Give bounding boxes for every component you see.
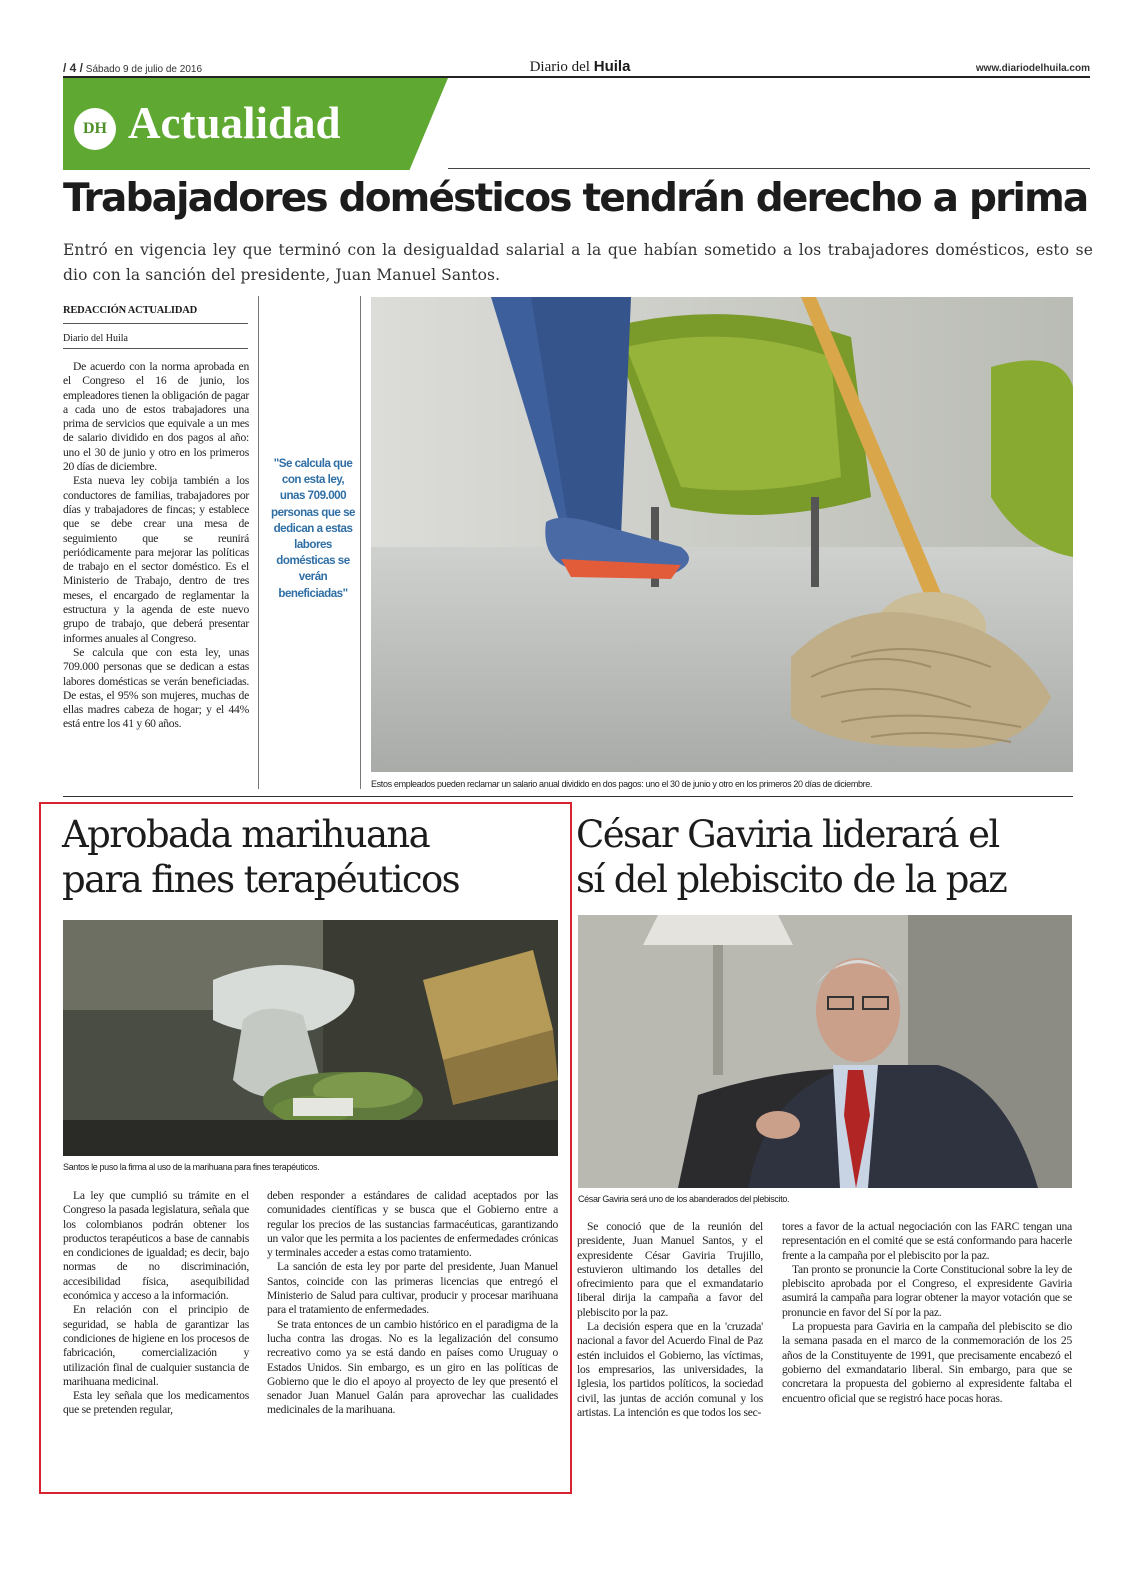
gaviria-headline-line1: César Gaviria liderará el bbox=[576, 813, 999, 856]
byline: REDACCIÓN ACTUALIDAD bbox=[63, 305, 197, 316]
main-paragraph: Se calcula que con esta ley, unas 709.000 personas que se dedican a estas labores domésticas se verán beneficiadas. De estas, el 95% son mujeres, muchas de ellas madres cabeza de hogar; y el 44% está entre los 41 y 60 años. bbox=[63, 645, 249, 731]
gaviria-photo bbox=[578, 915, 1072, 1188]
marihuana-paragraph: deben responder a estándares de calidad aceptados por las comunidades científicas y se busca que el Gobierno entre a regular los precios de las sustancias farmacéuticas, garantizando un valor que les permita a los pacientes de enfermedades crónicas y terminales acceder a estas como tratamiento. bbox=[267, 1189, 558, 1260]
column-rule bbox=[360, 296, 361, 789]
gaviria-body-col1 bbox=[577, 1220, 763, 1420]
main-article-body bbox=[63, 360, 249, 732]
column-rule bbox=[258, 296, 259, 789]
marihuana-paragraph: Esta ley señala que los medicamentos que se pretenden regular, bbox=[63, 1389, 249, 1417]
gaviria-paragraph: tores a favor de la actual negociación con las FARC tengan una representación en el comité que se está conformando para hacerle frente a la campaña por el plebiscito por la paz. bbox=[782, 1220, 1072, 1262]
mop-photo-caption: Estos empleados pueden reclamar un salario anual dividido en dos pagos: uno el 30 de junio y otro en los primeros 20 días de diciembre. bbox=[371, 779, 873, 789]
mop-photo bbox=[371, 297, 1073, 772]
dh-logo-badge: DH bbox=[74, 108, 116, 150]
gaviria-photo-caption: César Gaviria será uno de los abanderados del plebiscito. bbox=[578, 1194, 790, 1204]
marihuana-headline bbox=[62, 812, 459, 902]
marihuana-paragraph: Se trata entonces de un cambio histórico en el paradigma de la lucha contra las drogas. No es la legalización del consumo recreativo como ya se está dando en países como Uruguay o Estados Unidos. Sin embargo, es un giro en las políticas de Gobierno que le dio el apoyo al proyecto de ley que presentó el senador Juan Manuel Galán para aprovechar las cualidades medicinales de la marihuana. bbox=[267, 1317, 558, 1417]
byline-rule bbox=[63, 348, 248, 349]
gaviria-body-col2 bbox=[782, 1220, 1072, 1406]
gaviria-paragraph: La decisión espera que en la 'cruzada' nacional a favor del Acuerdo Final de Paz estén incluidos el Gobierno, las víctimas, los empresarios, las universidades, la Iglesia, los partidos políticos, la sociedad civil, las juntas de acción comunal y los artistas. La intención es que todos los sec- bbox=[577, 1320, 763, 1419]
newspaper-name-part2: Huila bbox=[593, 58, 631, 75]
gaviria-headline bbox=[576, 812, 1006, 902]
gaviria-paragraph: La propuesta para Gaviria en la campaña del plebiscito se dio la semana pasada en el marco de la conmemoración de los 25 años de la Constituyente de 1991, que precisamente encabezó el gobierno del exmandatario liberal. Sin embargo, para que se concretara la propuesta del gobierno al expresidente faltaba el encuentro oficial que se registró hace pocas horas. bbox=[782, 1320, 1072, 1405]
gaviria-paragraph: Se conoció que de la reunión del presidente, Juan Manuel Santos, y el expresidente César Gaviria Trujillo, estuvieron ultimando los detalles del ofrecimiento para que el exmandatario liberal dirija la campaña a favor del plebiscito por la paz. bbox=[577, 1220, 763, 1319]
marihuana-body-col2 bbox=[267, 1189, 558, 1418]
page-number-and-date bbox=[63, 61, 202, 75]
page-number: / 4 / bbox=[63, 61, 84, 75]
main-paragraph: De acuerdo con la norma aprobada en el Congreso el 16 de junio, los empleadores tienen la obligación de pagar a cada uno de estos trabajadores una prima de servicios que equivale a un mes de salario dividido en dos pagos al año: uno el 30 de junio y otro en los primeros 20 días de diciembre. bbox=[63, 360, 249, 474]
marihuana-headline-line2: para fines terapéuticos bbox=[62, 858, 460, 901]
section-title: Actualidad bbox=[128, 98, 341, 148]
newspaper-name bbox=[480, 58, 680, 76]
marihuana-paragraph: La sanción de esta ley por parte del presidente, Juan Manuel Santos, coincide con las primeras licencias que entregó el Ministerio de Salud para cultivar, producir y procesar marihuana para el tratamiento de enfermedades. bbox=[267, 1260, 558, 1317]
website-url: www.diariodelhuila.com bbox=[975, 63, 1090, 74]
main-headline: Trabajadores domésticos tendrán derecho a prima bbox=[63, 176, 1088, 221]
byline-rule bbox=[63, 323, 248, 324]
marihuana-paragraph: En relación con el principio de seguridad, se habla de garantizar las condiciones de higiene en los procesos de fabricación, comercialización y utilización final de cualquier sustancia de marihuana medicinal. bbox=[63, 1303, 249, 1388]
gaviria-paragraph: Tan pronto se pronuncie la Corte Constitucional sobre la ley de plebiscito aprobada por el Congreso, el expresidente Gaviria asumirá la campaña para lograr obtener la mayor votación que se pronuncie en favor del Sí por la paz. bbox=[782, 1262, 1072, 1319]
marihuana-body-col1 bbox=[63, 1189, 249, 1418]
main-subheadline: Entró en vigencia ley que terminó con la desigualdad salarial a la que habían sometido a los trabajadores domésticos, esto se dio con la sanción del presidente, Juan Manuel Santos. bbox=[63, 241, 1093, 284]
main-paragraph: Esta nueva ley cobija también a los conductores de familias, trabajadores por días y trabajadores de fincas; y establece que se debe crear una mesa de seguimiento que se reunirá periódicamente para mejorar las políticas de trabajo en el sector doméstico. Es el Ministerio de Trabajo, dentro de tres meses, el encargado de reglamentar la estructura y la agenda de este nuevo grupo de trabajo, que deberá presentar informes anuales al Congreso. bbox=[63, 474, 249, 645]
marihuana-paragraph: La ley que cumplió su trámite en el Congreso la pasada legislatura, señala que los colombianos podrán obtener los productos terapéuticos a base de cannabis en condiciones de igualdad; es decir, bajo normas de no discriminación, accesibilidad física, asequibilidad económica y acceso a la información. bbox=[63, 1189, 249, 1303]
gaviria-headline-line2: sí del plebiscito de la paz bbox=[576, 858, 1007, 901]
marihuana-headline-line1: Aprobada marihuana bbox=[62, 813, 430, 856]
marihuana-photo bbox=[63, 920, 558, 1156]
newspaper-name-part1: Diario del bbox=[529, 59, 590, 75]
header-rule bbox=[63, 76, 1090, 78]
byline-source: Diario del Huila bbox=[63, 333, 128, 344]
marihuana-photo-caption: Santos le puso la firma al uso de la marihuana para fines terapéuticos. bbox=[63, 1162, 320, 1172]
pull-quote: "Se calcula que con esta ley, unas 709.000 personas que se dedican a estas labores domésticas se verán beneficiadas" bbox=[271, 457, 355, 600]
mop-photo-illustration bbox=[371, 297, 1073, 772]
section-divider bbox=[63, 796, 1073, 797]
marihuana-photo-illustration bbox=[63, 920, 558, 1156]
issue-date: Sábado 9 de julio de 2016 bbox=[85, 64, 203, 75]
section-rule bbox=[448, 168, 1090, 169]
gaviria-photo-illustration bbox=[578, 915, 1072, 1188]
